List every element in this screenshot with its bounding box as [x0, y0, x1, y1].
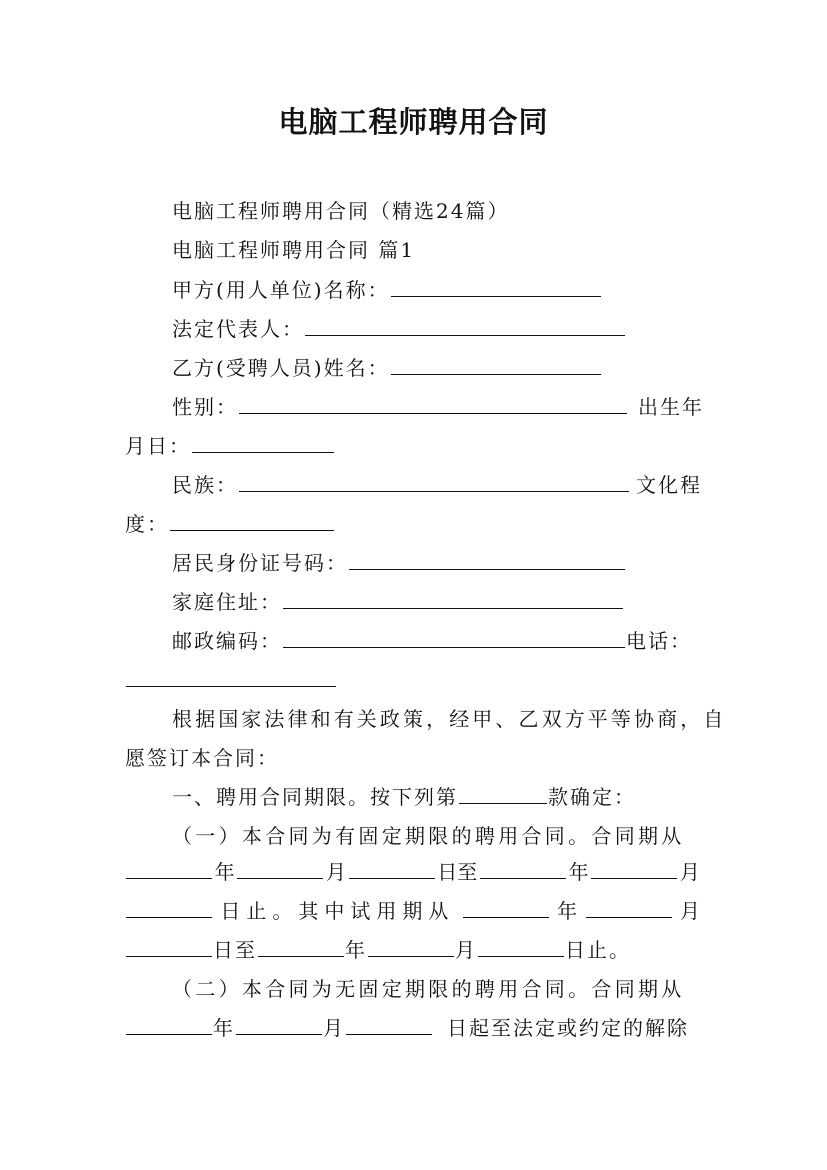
party-b-blank[interactable]	[391, 354, 601, 375]
education-blank[interactable]	[170, 510, 334, 531]
intro-line-2: 愿签订本合同：	[125, 746, 279, 770]
fixed-term-line-4	[125, 936, 631, 964]
unfixed-term-line-2	[125, 1014, 689, 1042]
month-label: 月	[679, 899, 700, 923]
fixed-term-line-1: （一）本合同为有固定期限的聘用合同。合同期从	[172, 824, 685, 848]
end-year-blank[interactable]	[480, 858, 566, 879]
legal-rep-row	[172, 315, 626, 343]
ethnicity-row	[172, 471, 630, 499]
party-a-label: 甲方(用人单位)名称：	[172, 278, 390, 302]
unfixed-term-label: 日起至法定或约定的解除	[447, 1016, 689, 1040]
education-row	[125, 510, 335, 538]
gender-label: 性别：	[172, 395, 238, 419]
day-end-label: 日止。	[565, 938, 631, 962]
clause-choice-blank[interactable]	[459, 783, 547, 804]
id-number-label: 居民身份证号码：	[172, 551, 348, 575]
party-b-row	[172, 354, 602, 382]
intro-line-1: 根据国家法律和有关政策，经甲、乙双方平等协商，自	[172, 707, 727, 731]
party-a-row	[172, 276, 602, 304]
chapter-heading: 电脑工程师聘用合同 篇1	[172, 238, 416, 262]
unfixed-month-blank[interactable]	[236, 1014, 322, 1035]
end-day-blank[interactable]	[126, 897, 212, 918]
unfixed-term-line-1: （二）本合同为无固定期限的聘用合同。合同期从	[172, 977, 685, 1001]
probation-label: 日止。其中试用期从	[220, 899, 455, 923]
probation-end-year-blank[interactable]	[258, 936, 344, 957]
phone-label: 电话：	[626, 629, 692, 653]
id-number-row	[172, 549, 626, 577]
clause-1-head-a: 一、聘用合同期限。按下列第	[172, 785, 458, 809]
gender-row	[172, 393, 628, 421]
clause-1-head	[172, 783, 636, 811]
year-label: 年	[557, 899, 578, 923]
year-label: 年	[345, 938, 367, 962]
month-label: 月	[325, 860, 346, 884]
birth-label-a: 出生年	[638, 395, 704, 419]
party-a-blank[interactable]	[391, 276, 601, 297]
address-label: 家庭住址：	[172, 590, 282, 614]
year-label: 年	[568, 860, 589, 884]
education-label-a: 文化程	[636, 473, 702, 497]
legal-rep-label: 法定代表人：	[172, 317, 304, 341]
probation-start-day-blank[interactable]	[126, 936, 212, 957]
year-label: 年	[214, 860, 235, 884]
legal-rep-blank[interactable]	[305, 315, 625, 336]
postcode-label: 邮政编码：	[172, 629, 282, 653]
education-label-b: 度：	[125, 512, 169, 536]
end-month-blank[interactable]	[591, 858, 677, 879]
probation-end-month-blank[interactable]	[368, 936, 454, 957]
ethnicity-blank[interactable]	[239, 471, 629, 492]
phone-blank[interactable]	[126, 666, 336, 687]
id-number-blank[interactable]	[349, 549, 625, 570]
probation-end-day-blank[interactable]	[478, 936, 564, 957]
phone-row	[125, 666, 337, 694]
start-day-blank[interactable]	[349, 858, 435, 879]
month-label: 月	[455, 938, 477, 962]
unfixed-day-blank[interactable]	[346, 1014, 432, 1035]
postcode-blank[interactable]	[283, 627, 625, 648]
birth-label-b: 月日：	[125, 434, 191, 458]
gender-blank[interactable]	[239, 393, 627, 414]
birth-blank[interactable]	[192, 432, 334, 453]
year-label: 年	[213, 1016, 235, 1040]
day-to-label: 日至	[437, 860, 478, 884]
fixed-term-line-3	[125, 897, 700, 925]
probation-start-year-blank[interactable]	[463, 897, 549, 918]
postcode-row	[172, 627, 692, 655]
month-label: 月	[323, 1016, 345, 1040]
birth-row	[125, 432, 335, 460]
start-year-blank[interactable]	[126, 858, 212, 879]
document-title: 电脑工程师聘用合同	[278, 105, 549, 139]
start-month-blank[interactable]	[237, 858, 323, 879]
probation-start-month-blank[interactable]	[586, 897, 672, 918]
day-to-label: 日至	[213, 938, 257, 962]
clause-1-head-b: 款确定：	[548, 785, 636, 809]
unfixed-year-blank[interactable]	[126, 1014, 212, 1035]
month-label: 月	[679, 860, 700, 884]
fixed-term-line-2	[125, 858, 700, 886]
ethnicity-label: 民族：	[172, 473, 238, 497]
address-row	[172, 588, 624, 616]
address-blank[interactable]	[283, 588, 623, 609]
party-b-label: 乙方(受聘人员)姓名：	[172, 356, 390, 380]
document-subtitle: 电脑工程师聘用合同（精选24篇）	[172, 199, 510, 223]
